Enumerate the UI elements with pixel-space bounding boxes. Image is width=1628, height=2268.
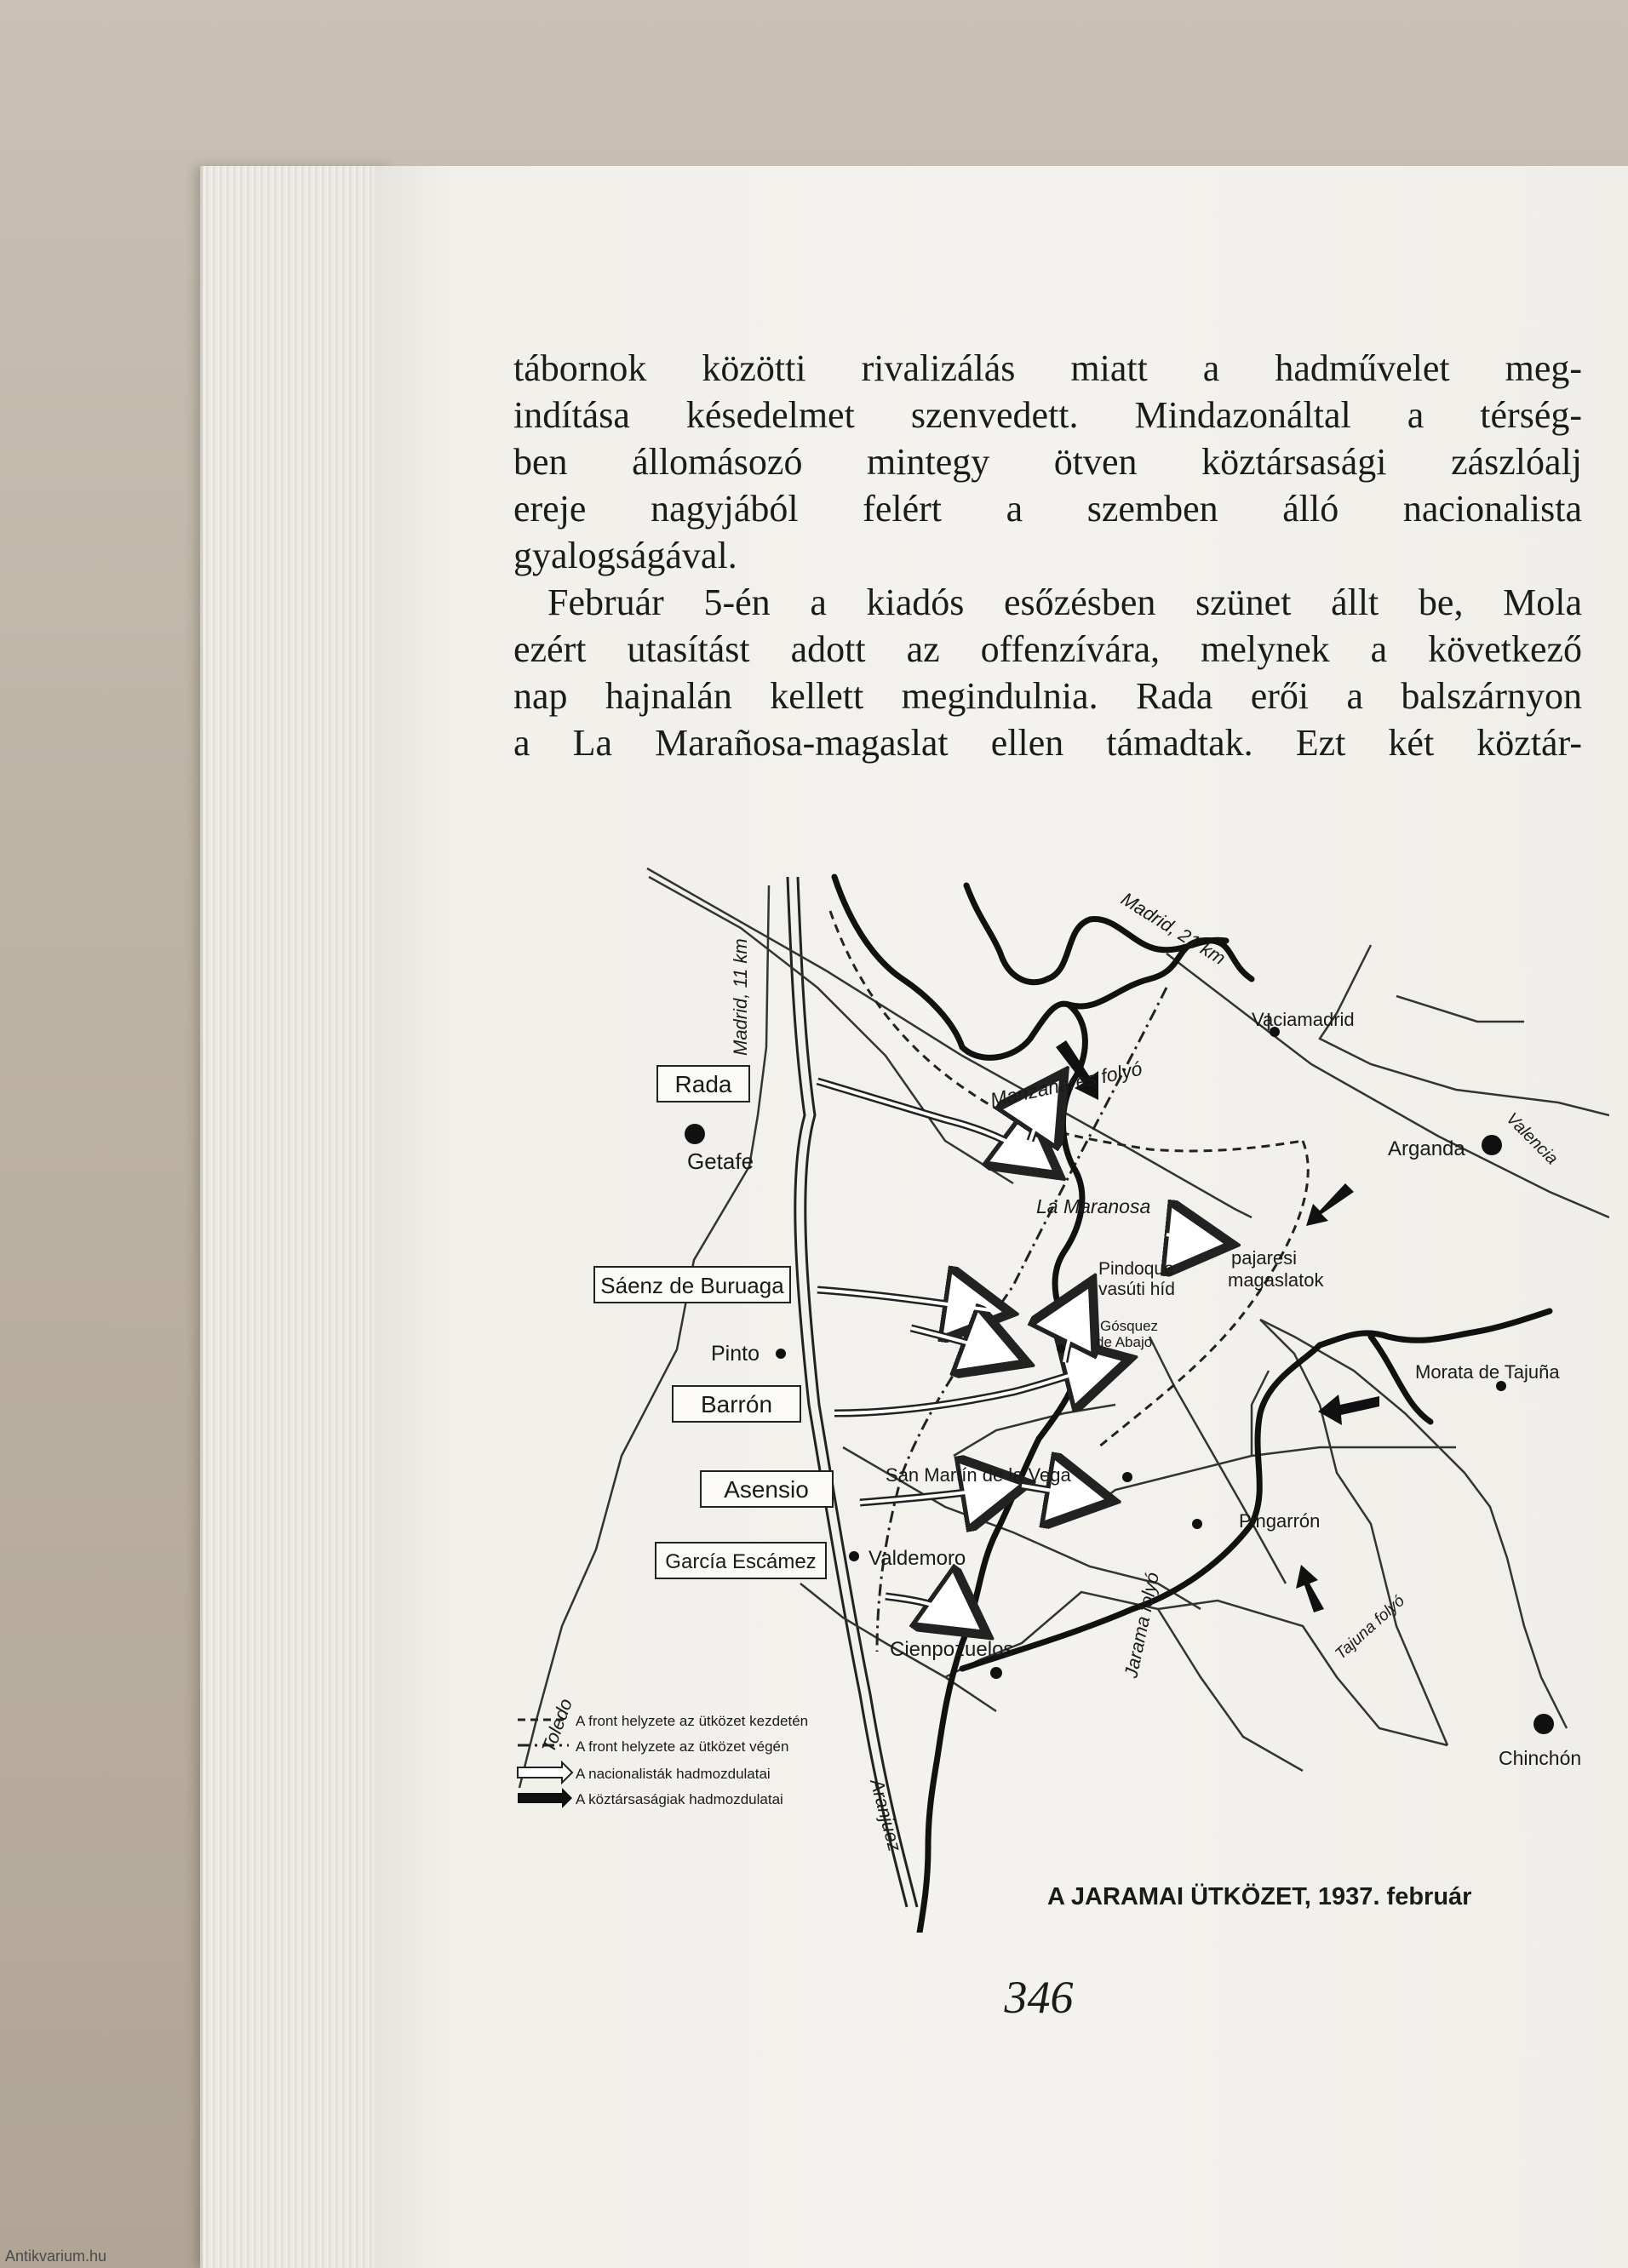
text-line: a La Marañosa-magaslat ellen támadtak. Ezt két köztár- [513, 722, 1582, 764]
legend-republican-arrow [518, 1788, 572, 1808]
place-vaciamadrid: Vaciamadrid [1252, 1009, 1355, 1030]
place-getafe: Getafe [687, 1148, 754, 1174]
place-valdemoro: Valdemoro [868, 1547, 966, 1570]
place-chinchon: Chinchón [1499, 1747, 1582, 1769]
place-la-maranosa: La Maranosa [1036, 1195, 1151, 1217]
place-pinto: Pinto [711, 1342, 760, 1366]
commander-rada: Rada [674, 1071, 732, 1097]
commander-garcia-escamez: García Escámez [665, 1550, 817, 1573]
body-text [513, 345, 1582, 766]
place-morata: Morata de Tajuña [1415, 1361, 1560, 1383]
place-pingarron: Pingarrón [1239, 1510, 1321, 1532]
place-pindoque: Pindoque [1098, 1259, 1174, 1279]
place-gosquez: Gósquez [1100, 1318, 1159, 1334]
road-labels [537, 888, 1562, 1853]
place-pajaresi-heights: magaslatok [1228, 1269, 1324, 1291]
watermark: Antikvarium.hu [5, 2248, 107, 2265]
text-line: nap hajnalán kellett megindulnia. Rada erői a balszárnyon [513, 675, 1582, 717]
road-madrid-11: Madrid, 11 km [730, 938, 751, 1056]
battle-map [502, 860, 1609, 1933]
place-pajaresi: pajaresi [1231, 1247, 1298, 1269]
text-line: tábornok közötti rivalizálás miatt a hadművelet meg- [513, 347, 1582, 389]
text-line: Február 5-én a kiadós esőzésben szünet állt be, Mola [547, 581, 1582, 623]
commander-saenz-de-buruaga: Sáenz de Buruaga [600, 1273, 784, 1298]
legend-label: A nacionalisták hadmozdulatai [576, 1766, 771, 1782]
road-aranjuez: Aranjuez [866, 1776, 906, 1854]
place-cienpozuelos: Cienpozuelos [890, 1638, 1014, 1661]
river-manzanares: Manzanares folyó [988, 1057, 1144, 1111]
river-tajuna: Tajuna folyó [1332, 1592, 1408, 1664]
road-valencia: Valencia [1502, 1108, 1562, 1169]
legend-label: A köztársaságiak hadmozdulatai [576, 1791, 783, 1807]
road-toledo: Toledo [537, 1695, 577, 1755]
legend-label: A front helyzete az ütközet kezdetén [576, 1713, 809, 1729]
map-title: A JARAMAI ÜTKÖZET, 1937. február [1047, 1883, 1472, 1910]
road-madrid-21: Madrid, 21 km [1117, 888, 1230, 970]
book-page-edges [200, 166, 394, 2268]
place-gosquez-de-abajo: de Abajo [1096, 1334, 1153, 1350]
river-jarama: Jarama folyó [1120, 1570, 1164, 1681]
page-number: 346 [1004, 1972, 1074, 2023]
commander-barron: Barrón [700, 1391, 773, 1418]
text-line: indítása késedelmet szenvedett. Mindazonáltal a térség- [513, 394, 1582, 436]
legend-label: A front helyzete az ütközet végén [576, 1738, 789, 1755]
place-pindoque-bridge: vasúti híd [1098, 1280, 1175, 1299]
text-line: ereje nagyjából felért a szemben álló nacionalista [513, 488, 1582, 530]
commander-asensio: Asensio [724, 1476, 809, 1503]
river-labels [989, 1057, 1409, 1681]
text-line: ezért utasítást adott az offenzívára, melynek a következő [513, 628, 1582, 670]
text-line: gyalogságával. [513, 535, 737, 576]
railway [788, 877, 917, 1907]
text-line: ben állomásozó mintegy ötven köztársasági zászlóalj [513, 441, 1582, 483]
place-arganda: Arganda [1388, 1137, 1465, 1160]
place-san-martin: San Martín de la Vega [886, 1464, 1071, 1486]
